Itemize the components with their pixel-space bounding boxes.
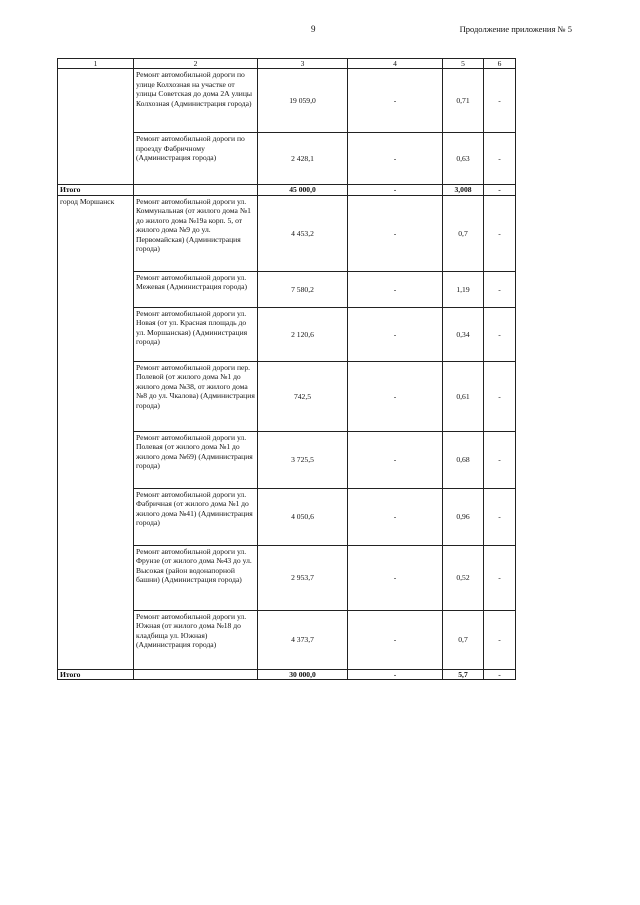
road-description: Ремонт автомобильной дороги ул. Фрунзе (от жилого дома №43 до ул. Высокая (район водонапорной башни) (Администрация города) (134, 545, 258, 610)
col6-cell: - (484, 271, 516, 307)
length-cell: 0,68 (443, 431, 484, 488)
amount-cell: 3 725,5 (258, 431, 348, 488)
length-cell: 0,34 (443, 307, 484, 361)
amount-cell: 2 120,6 (258, 307, 348, 361)
amount-cell: 7 580,2 (258, 271, 348, 307)
length-cell: 0,63 (443, 133, 484, 185)
page-number: 9 (311, 24, 316, 34)
municipality-cell (58, 69, 134, 185)
col6-cell: - (484, 195, 516, 271)
length-cell: 0,61 (443, 361, 484, 431)
amount-cell: 4 373,7 (258, 610, 348, 669)
column-number-row (58, 59, 516, 69)
road-description: Ремонт автомобильной дороги по проезду Фабричному (Администрация города) (134, 133, 258, 185)
total-amount: 45 000,0 (258, 185, 348, 195)
length-cell: 1,19 (443, 271, 484, 307)
column-number: 5 (443, 59, 484, 69)
road-description: Ремонт автомобильной дороги ул. Коммунальная (от жилого дома №1 до жилого дома №19а корп. 5, от жилого дома №9 до ул. Первомайская) (Администрация города) (134, 195, 258, 271)
col6-cell: - (484, 307, 516, 361)
amount-cell: 19 059,0 (258, 69, 348, 133)
total-length: 5,7 (443, 669, 484, 679)
amount-cell: 742,5 (258, 361, 348, 431)
total-row (58, 185, 516, 195)
col4-cell: - (348, 307, 443, 361)
total-col6: - (484, 185, 516, 195)
annex-continuation-note: Продолжение приложения № 5 (459, 24, 572, 34)
col4-cell: - (348, 271, 443, 307)
total-col4: - (348, 185, 443, 195)
amount-cell: 2 428,1 (258, 133, 348, 185)
col4-cell: - (348, 195, 443, 271)
total-row (58, 669, 516, 679)
road-description: Ремонт автомобильной дороги ул. Новая (от ул. Красная площадь до ул. Моршанская) (Администрация города) (134, 307, 258, 361)
total-label: Итого (58, 185, 134, 195)
column-number: 6 (484, 59, 516, 69)
road-repair-table (57, 58, 516, 680)
empty-cell (134, 669, 258, 679)
total-amount: 30 000,0 (258, 669, 348, 679)
col6-cell: - (484, 488, 516, 545)
col4-cell: - (348, 361, 443, 431)
column-number: 3 (258, 59, 348, 69)
road-description: Ремонт автомобильной дороги ул. Межевая (Администрация города) (134, 271, 258, 307)
column-number: 4 (348, 59, 443, 69)
length-cell: 0,7 (443, 610, 484, 669)
table-row (58, 69, 516, 133)
col6-cell: - (484, 133, 516, 185)
col4-cell: - (348, 488, 443, 545)
length-cell: 0,52 (443, 545, 484, 610)
col4-cell: - (348, 69, 443, 133)
length-cell: 0,71 (443, 69, 484, 133)
road-description: Ремонт автомобильной дороги пер. Полевой (от жилого дома №1 до жилого дома №38, от жилого дома №8 до ул. Чкалова) (Администрация города) (134, 361, 258, 431)
amount-cell: 4 050,6 (258, 488, 348, 545)
col6-cell: - (484, 610, 516, 669)
road-description: Ремонт автомобильной дороги ул. Южная (от жилого дома №18 до кладбища ул. Южная) (Администрация города) (134, 610, 258, 669)
col4-cell: - (348, 431, 443, 488)
total-label: Итого (58, 669, 134, 679)
col6-cell: - (484, 361, 516, 431)
col4-cell: - (348, 610, 443, 669)
table-row (58, 195, 516, 271)
length-cell: 0,96 (443, 488, 484, 545)
col4-cell: - (348, 133, 443, 185)
total-length: 3,008 (443, 185, 484, 195)
amount-cell: 2 953,7 (258, 545, 348, 610)
col6-cell: - (484, 431, 516, 488)
length-cell: 0,7 (443, 195, 484, 271)
road-description: Ремонт автомобильной дороги по улице Колхозная на участке от улицы Советская до дома 2А улицы Колхозная (Администрация города) (134, 69, 258, 133)
municipality-cell: город Моршанск (58, 195, 134, 669)
road-description: Ремонт автомобильной дороги ул. Фабричная (от жилого дома №1 до жилого дома №41) (Администрация города) (134, 488, 258, 545)
total-col4: - (348, 669, 443, 679)
road-description: Ремонт автомобильной дороги ул. Полевая (от жилого дома №1 до жилого дома №69) (Администрация города) (134, 431, 258, 488)
column-number: 2 (134, 59, 258, 69)
col4-cell: - (348, 545, 443, 610)
empty-cell (134, 185, 258, 195)
amount-cell: 4 453,2 (258, 195, 348, 271)
column-number: 1 (58, 59, 134, 69)
col6-cell: - (484, 69, 516, 133)
total-col6: - (484, 669, 516, 679)
col6-cell: - (484, 545, 516, 610)
